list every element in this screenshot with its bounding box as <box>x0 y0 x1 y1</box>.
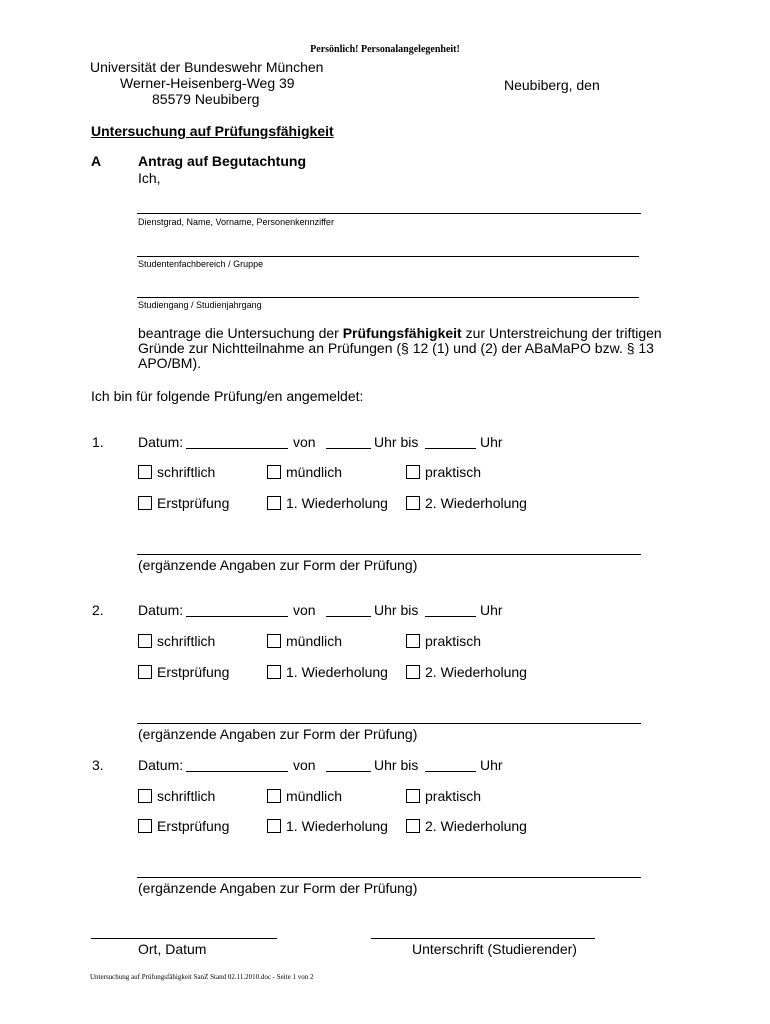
checkbox-1-wiederholung[interactable] <box>267 496 281 510</box>
address-line-2: Werner-Heisenberg-Weg 39 <box>120 75 295 91</box>
uhr-bis-label: Uhr bis <box>374 434 419 450</box>
place-date-header: Neubiberg, den <box>504 77 600 93</box>
checkbox-2-wiederholung[interactable] <box>406 496 420 510</box>
exam-number: 3. <box>92 757 104 773</box>
datum-field[interactable] <box>186 448 288 449</box>
department-caption: Studentenfachbereich / Gruppe <box>138 259 264 269</box>
checkbox-erstpruefung[interactable] <box>138 496 152 510</box>
confidential-notice: Persönlich! Personalangelegenheit! <box>310 44 460 55</box>
extra-info-field[interactable] <box>137 877 641 878</box>
option-praktisch: praktisch <box>425 464 482 480</box>
checkbox-2-wiederholung[interactable] <box>406 819 420 833</box>
checkbox-praktisch[interactable] <box>406 789 420 803</box>
section-letter: A <box>91 153 102 169</box>
signature-label: Unterschrift (Studierender) <box>412 941 577 957</box>
option-muendlich: mündlich <box>286 788 343 804</box>
rank-name-field[interactable] <box>137 213 641 214</box>
extra-info-field[interactable] <box>137 723 641 724</box>
option-schriftlich: schriftlich <box>157 464 216 480</box>
extra-info-caption: (ergänzende Angaben zur Form der Prüfung) <box>138 726 418 742</box>
datum-label: Datum: <box>138 434 184 450</box>
option-2-wiederholung: 2. Wiederholung <box>425 664 527 680</box>
study-program-caption: Studiengang / Studienjahrgang <box>138 300 262 310</box>
ich-text: Ich, <box>138 170 161 186</box>
option-1-wiederholung: 1. Wiederholung <box>286 495 388 511</box>
extra-info-caption: (ergänzende Angaben zur Form der Prüfung) <box>138 880 418 896</box>
time-from-field[interactable] <box>326 771 371 772</box>
time-from-field[interactable] <box>326 616 371 617</box>
von-label: von <box>293 602 316 618</box>
checkbox-praktisch[interactable] <box>406 634 420 648</box>
para-post: zur Unterstreichung der triftigen Gründe zur Nichtteilnahme an Prüfungen (§ 12 (1) und (2) der ABaMaPO bzw. § 13 APO/BM). <box>138 325 662 371</box>
extra-info-field[interactable] <box>137 554 641 555</box>
von-label: von <box>293 434 316 450</box>
option-erstpruefung: Erstprüfung <box>157 495 230 511</box>
time-from-field[interactable] <box>326 448 371 449</box>
uhr-bis-label: Uhr bis <box>374 602 419 618</box>
para-pre: beantrage die Untersuchung der <box>138 325 343 341</box>
application-paragraph <box>138 326 678 371</box>
option-1-wiederholung: 1. Wiederholung <box>286 664 388 680</box>
rank-name-caption: Dienstgrad, Name, Vorname, Personenkennziffer <box>138 217 334 227</box>
exam-number: 2. <box>92 602 104 618</box>
option-muendlich: mündlich <box>286 464 343 480</box>
option-schriftlich: schriftlich <box>157 788 216 804</box>
uhr-label: Uhr <box>480 434 503 450</box>
checkbox-1-wiederholung[interactable] <box>267 665 281 679</box>
para-bold: Prüfungsfähigkeit <box>342 325 462 341</box>
section-heading: Antrag auf Begutachtung <box>138 153 306 169</box>
time-to-field[interactable] <box>425 771 476 772</box>
department-field[interactable] <box>137 256 639 257</box>
place-date-field[interactable] <box>91 938 277 939</box>
option-2-wiederholung: 2. Wiederholung <box>425 818 527 834</box>
checkbox-muendlich[interactable] <box>267 465 281 479</box>
place-date-label: Ort, Datum <box>138 941 207 957</box>
checkbox-2-wiederholung[interactable] <box>406 665 420 679</box>
uhr-label: Uhr <box>480 757 503 773</box>
uhr-bis-label: Uhr bis <box>374 757 419 773</box>
option-erstpruefung: Erstprüfung <box>157 664 230 680</box>
option-schriftlich: schriftlich <box>157 633 216 649</box>
page-title: Untersuchung auf Prüfungsfähigkeit <box>91 123 334 139</box>
checkbox-erstpruefung[interactable] <box>138 819 152 833</box>
study-program-field[interactable] <box>137 297 639 298</box>
checkbox-schriftlich[interactable] <box>138 789 152 803</box>
checkbox-muendlich[interactable] <box>267 634 281 648</box>
exam-number: 1. <box>92 434 104 450</box>
time-to-field[interactable] <box>425 448 476 449</box>
option-erstpruefung: Erstprüfung <box>157 818 230 834</box>
checkbox-1-wiederholung[interactable] <box>267 819 281 833</box>
signature-field[interactable] <box>371 938 595 939</box>
option-muendlich: mündlich <box>286 633 343 649</box>
registered-text: Ich bin für folgende Prüfung/en angemeldet: <box>91 388 364 404</box>
datum-field[interactable] <box>186 616 288 617</box>
option-praktisch: praktisch <box>425 788 482 804</box>
extra-info-caption: (ergänzende Angaben zur Form der Prüfung) <box>138 557 418 573</box>
checkbox-praktisch[interactable] <box>406 465 420 479</box>
page-footer: Untersuchung auf Prüfungsfähigkeit SanZ Stand 02.11.2010.doc - Seite 1 von 2 <box>90 973 314 981</box>
option-praktisch: praktisch <box>425 633 482 649</box>
address-line-3: 85579 Neubiberg <box>152 91 260 107</box>
uhr-label: Uhr <box>480 602 503 618</box>
datum-label: Datum: <box>138 602 184 618</box>
option-2-wiederholung: 2. Wiederholung <box>425 495 527 511</box>
checkbox-muendlich[interactable] <box>267 789 281 803</box>
datum-field[interactable] <box>186 771 288 772</box>
address-line-1: Universität der Bundeswehr München <box>90 59 324 75</box>
option-1-wiederholung: 1. Wiederholung <box>286 818 388 834</box>
checkbox-erstpruefung[interactable] <box>138 665 152 679</box>
time-to-field[interactable] <box>425 616 476 617</box>
von-label: von <box>293 757 316 773</box>
datum-label: Datum: <box>138 757 184 773</box>
checkbox-schriftlich[interactable] <box>138 634 152 648</box>
checkbox-schriftlich[interactable] <box>138 465 152 479</box>
